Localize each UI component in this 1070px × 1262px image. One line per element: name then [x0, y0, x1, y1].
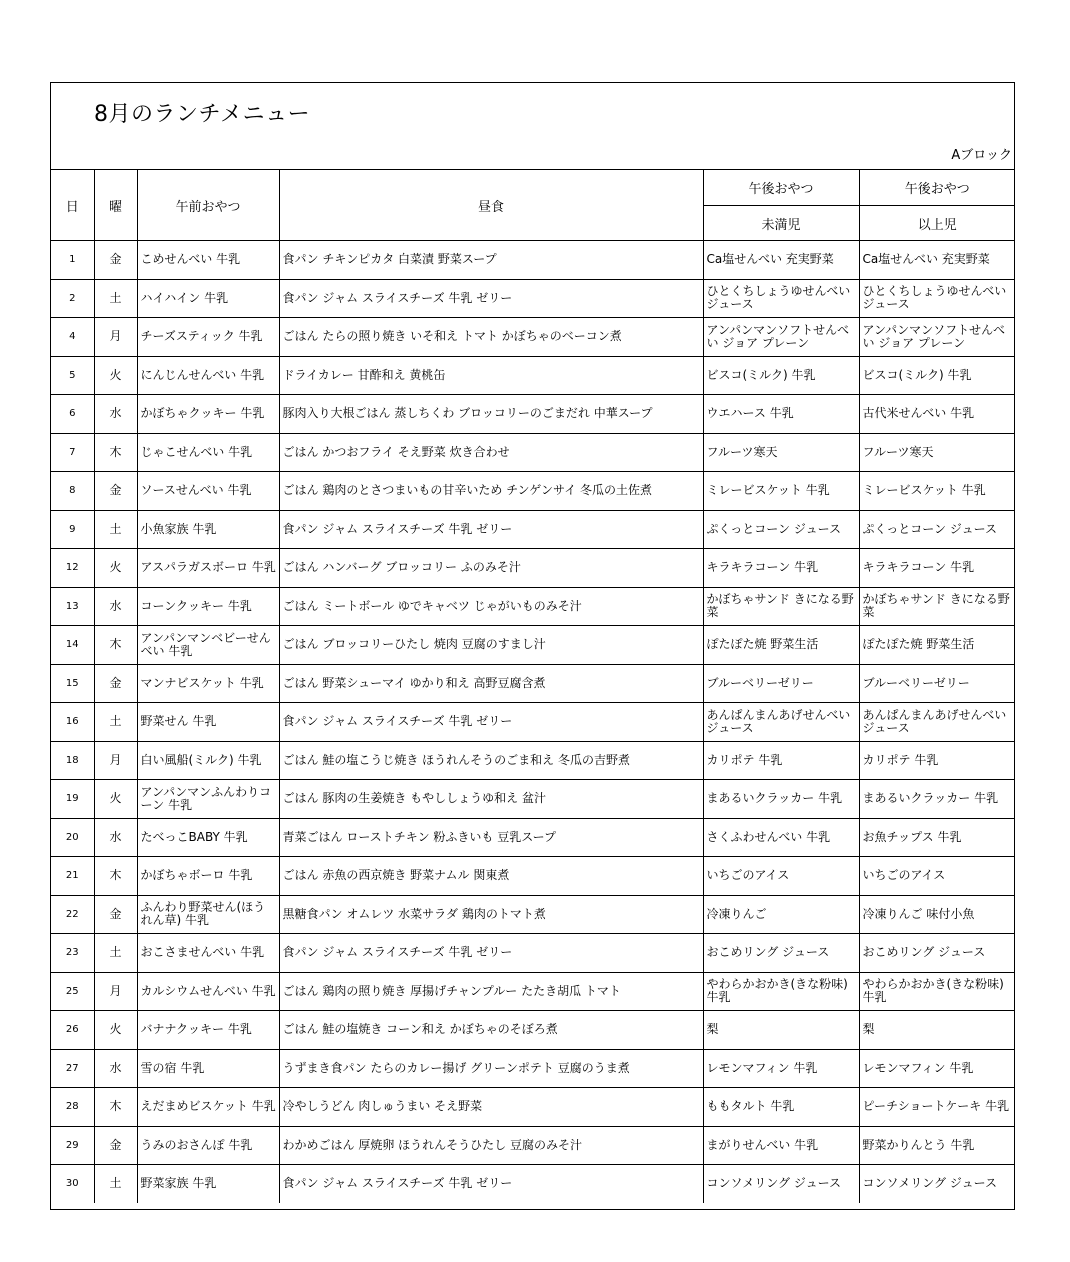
afternoon-under-cell: おこめリング ジュース	[703, 934, 859, 973]
table-row	[51, 241, 1015, 280]
afternoon-under-cell: コンソメリング ジュース	[703, 1165, 859, 1203]
table-row	[51, 549, 1015, 588]
lunch-cell: 食パン チキンピカタ 白菜漬 野菜スープ	[279, 241, 703, 280]
morning-snack-cell: アンパンマンふんわりコーン 牛乳	[137, 780, 279, 819]
weekday-cell: 金	[94, 664, 137, 703]
afternoon-under-cell: さくふわせんべい 牛乳	[703, 818, 859, 857]
day-cell: 14	[51, 626, 94, 665]
morning-snack-cell: カルシウムせんべい 牛乳	[137, 972, 279, 1011]
weekday-cell: 水	[94, 818, 137, 857]
morning-snack-cell: バナナクッキー 牛乳	[137, 1011, 279, 1050]
weekday-cell: 水	[94, 1049, 137, 1088]
afternoon-under-cell: まがりせんべい 牛乳	[703, 1126, 859, 1165]
afternoon-over-cell: キラキラコーン 牛乳	[859, 549, 1015, 588]
weekday-cell: 金	[94, 895, 137, 934]
afternoon-over-cell: あんぱんまんあげせんべい ジュース	[859, 703, 1015, 742]
weekday-cell: 火	[94, 356, 137, 395]
lunch-cell: ごはん ブロッコリーひたし 焼肉 豆腐のすまし汁	[279, 626, 703, 665]
day-cell: 20	[51, 818, 94, 857]
header-morning-snack: 午前おやつ	[137, 170, 279, 241]
weekday-cell: 金	[94, 472, 137, 511]
day-cell: 23	[51, 934, 94, 973]
afternoon-under-cell: ビスコ(ミルク) 牛乳	[703, 356, 859, 395]
afternoon-under-cell: ひとくちしょうゆせんべいジュース	[703, 279, 859, 318]
lunch-cell: うずまき食パン たらのカレー揚げ グリーンポテト 豆腐のうま煮	[279, 1049, 703, 1088]
lunch-cell: わかめごはん 厚焼卵 ほうれんそうひたし 豆腐のみそ汁	[279, 1126, 703, 1165]
afternoon-over-cell: 野菜かりんとう 牛乳	[859, 1126, 1015, 1165]
menu-table	[51, 170, 1015, 1203]
weekday-cell: 火	[94, 549, 137, 588]
weekday-cell: 木	[94, 1088, 137, 1127]
morning-snack-cell: ふんわり野菜せん(ほうれん草) 牛乳	[137, 895, 279, 934]
weekday-cell: 水	[94, 587, 137, 626]
morning-snack-cell: ソースせんべい 牛乳	[137, 472, 279, 511]
block-label: Aブロック	[951, 148, 1012, 163]
lunch-cell: ドライカレー 甘酢和え 黄桃缶	[279, 356, 703, 395]
table-row	[51, 356, 1015, 395]
day-cell: 18	[51, 741, 94, 780]
morning-snack-cell: おこさませんべい 牛乳	[137, 934, 279, 973]
afternoon-over-cell: レモンマフィン 牛乳	[859, 1049, 1015, 1088]
lunch-cell: ごはん 赤魚の西京焼き 野菜ナムル 関東煮	[279, 857, 703, 896]
afternoon-over-cell: Ca塩せんべい 充実野菜	[859, 241, 1015, 280]
weekday-cell: 金	[94, 1126, 137, 1165]
weekday-cell: 土	[94, 934, 137, 973]
table-row	[51, 972, 1015, 1011]
lunch-cell: ごはん 鶏肉のとさつまいもの甘辛いため チンゲンサイ 冬瓜の土佐煮	[279, 472, 703, 511]
afternoon-under-cell: ウエハース 牛乳	[703, 395, 859, 434]
afternoon-over-cell: ビスコ(ミルク) 牛乳	[859, 356, 1015, 395]
morning-snack-cell: ハイハイン 牛乳	[137, 279, 279, 318]
table-row	[51, 664, 1015, 703]
weekday-cell: 土	[94, 279, 137, 318]
morning-snack-cell: かぼちゃボーロ 牛乳	[137, 857, 279, 896]
afternoon-under-cell: あんぱんまんあげせんべい ジュース	[703, 703, 859, 742]
weekday-cell: 木	[94, 626, 137, 665]
day-cell: 5	[51, 356, 94, 395]
lunch-cell: 食パン ジャム スライスチーズ 牛乳 ゼリー	[279, 510, 703, 549]
table-row	[51, 741, 1015, 780]
afternoon-over-cell: まあるいクラッカー 牛乳	[859, 780, 1015, 819]
morning-snack-cell: 白い風船(ミルク) 牛乳	[137, 741, 279, 780]
lunch-cell: ごはん 鶏肉の照り焼き 厚揚げチャンプルー たたき胡瓜 トマト	[279, 972, 703, 1011]
weekday-cell: 火	[94, 780, 137, 819]
weekday-cell: 土	[94, 1165, 137, 1203]
morning-snack-cell: アンパンマンベビーせんべい 牛乳	[137, 626, 279, 665]
afternoon-under-cell: カリポテ 牛乳	[703, 741, 859, 780]
morning-snack-cell: にんじんせんべい 牛乳	[137, 356, 279, 395]
table-row	[51, 934, 1015, 973]
afternoon-under-cell: やわらかおかき(きな粉味)牛乳	[703, 972, 859, 1011]
header-under-age: 未満児	[703, 206, 859, 241]
day-cell: 30	[51, 1165, 94, 1203]
day-cell: 19	[51, 780, 94, 819]
afternoon-over-cell: 冷凍りんご 味付小魚	[859, 895, 1015, 934]
afternoon-under-cell: Ca塩せんべい 充実野菜	[703, 241, 859, 280]
afternoon-over-cell: ミレービスケット 牛乳	[859, 472, 1015, 511]
day-cell: 16	[51, 703, 94, 742]
afternoon-under-cell: ぽたぽた焼 野菜生活	[703, 626, 859, 665]
table-row	[51, 433, 1015, 472]
afternoon-over-cell: カリポテ 牛乳	[859, 741, 1015, 780]
header-day: 日	[51, 170, 94, 241]
day-cell: 25	[51, 972, 94, 1011]
morning-snack-cell: えだまめビスケット 牛乳	[137, 1088, 279, 1127]
morning-snack-cell: 野菜せん 牛乳	[137, 703, 279, 742]
lunch-cell: 黒糖食パン オムレツ 水菜サラダ 鶏肉のトマト煮	[279, 895, 703, 934]
table-row	[51, 279, 1015, 318]
day-cell: 4	[51, 318, 94, 357]
morning-snack-cell: うみのおさんぽ 牛乳	[137, 1126, 279, 1165]
day-cell: 6	[51, 395, 94, 434]
afternoon-over-cell: お魚チップス 牛乳	[859, 818, 1015, 857]
lunch-cell: ごはん 豚肉の生姜焼き もやししょうゆ和え 盆汁	[279, 780, 703, 819]
lunch-cell: 食パン ジャム スライスチーズ 牛乳 ゼリー	[279, 703, 703, 742]
day-cell: 7	[51, 433, 94, 472]
day-cell: 28	[51, 1088, 94, 1127]
page-title: 8月のランチメニュー	[94, 102, 311, 127]
morning-snack-cell: こめせんべい 牛乳	[137, 241, 279, 280]
afternoon-over-cell: 古代米せんべい 牛乳	[859, 395, 1015, 434]
weekday-cell: 木	[94, 857, 137, 896]
header-afternoon-snack-under: 午後おやつ	[703, 170, 859, 206]
lunch-cell: ごはん ハンバーグ ブロッコリー ふのみそ汁	[279, 549, 703, 588]
lunch-cell: 豚肉入り大根ごはん 蒸しちくわ ブロッコリーのごまだれ 中華スープ	[279, 395, 703, 434]
afternoon-under-cell: 梨	[703, 1011, 859, 1050]
afternoon-under-cell: ブルーベリーゼリー	[703, 664, 859, 703]
day-cell: 9	[51, 510, 94, 549]
weekday-cell: 水	[94, 395, 137, 434]
table-row	[51, 857, 1015, 896]
lunch-cell: 食パン ジャム スライスチーズ 牛乳 ゼリー	[279, 279, 703, 318]
day-cell: 22	[51, 895, 94, 934]
table-row	[51, 1011, 1015, 1050]
morning-snack-cell: 小魚家族 牛乳	[137, 510, 279, 549]
afternoon-over-cell: ぽたぽた焼 野菜生活	[859, 626, 1015, 665]
afternoon-over-cell: いちごのアイス	[859, 857, 1015, 896]
lunch-cell: 冷やしうどん 肉しゅうまい そえ野菜	[279, 1088, 703, 1127]
afternoon-over-cell: かぼちゃサンド きになる野菜	[859, 587, 1015, 626]
lunch-cell: 食パン ジャム スライスチーズ 牛乳 ゼリー	[279, 1165, 703, 1203]
header-afternoon-snack-over: 午後おやつ	[859, 170, 1015, 206]
table-row	[51, 895, 1015, 934]
afternoon-over-cell: ぷくっとコーン ジュース	[859, 510, 1015, 549]
menu-sheet	[50, 82, 1015, 1210]
afternoon-over-cell: アンパンマンソフトせんべい ジョア プレーン	[859, 318, 1015, 357]
afternoon-over-cell: フルーツ寒天	[859, 433, 1015, 472]
afternoon-over-cell: ピーチショートケーキ 牛乳	[859, 1088, 1015, 1127]
table-row	[51, 626, 1015, 665]
morning-snack-cell: マンナビスケット 牛乳	[137, 664, 279, 703]
lunch-cell: ごはん 鮭の塩こうじ焼き ほうれんそうのごま和え 冬瓜の吉野煮	[279, 741, 703, 780]
table-row	[51, 1126, 1015, 1165]
weekday-cell: 木	[94, 433, 137, 472]
morning-snack-cell: チーズスティック 牛乳	[137, 318, 279, 357]
afternoon-under-cell: ももタルト 牛乳	[703, 1088, 859, 1127]
lunch-cell: 青菜ごはん ローストチキン 粉ふきいも 豆乳スープ	[279, 818, 703, 857]
lunch-cell: ごはん 鮭の塩焼き コーン和え かぼちゃのそぼろ煮	[279, 1011, 703, 1050]
day-cell: 29	[51, 1126, 94, 1165]
header-lunch: 昼食	[279, 170, 703, 241]
header-weekday: 曜	[94, 170, 137, 241]
day-cell: 15	[51, 664, 94, 703]
weekday-cell: 金	[94, 241, 137, 280]
table-row	[51, 472, 1015, 511]
weekday-cell: 火	[94, 1011, 137, 1050]
menu-table-body	[51, 241, 1015, 1203]
table-row	[51, 1088, 1015, 1127]
morning-snack-cell: アスパラガスボーロ 牛乳	[137, 549, 279, 588]
day-cell: 8	[51, 472, 94, 511]
afternoon-over-cell: 梨	[859, 1011, 1015, 1050]
day-cell: 21	[51, 857, 94, 896]
day-cell: 27	[51, 1049, 94, 1088]
table-row	[51, 780, 1015, 819]
lunch-cell: ごはん 野菜シューマイ ゆかり和え 高野豆腐含煮	[279, 664, 703, 703]
morning-snack-cell: たべっこBABY 牛乳	[137, 818, 279, 857]
header-over-age: 以上児	[859, 206, 1015, 241]
table-row	[51, 703, 1015, 742]
weekday-cell: 土	[94, 703, 137, 742]
table-row	[51, 1049, 1015, 1088]
lunch-cell: ごはん たらの照り焼き いそ和え トマト かぼちゃのベーコン煮	[279, 318, 703, 357]
morning-snack-cell: コーンクッキー 牛乳	[137, 587, 279, 626]
table-row	[51, 1165, 1015, 1203]
afternoon-over-cell: ひとくちしょうゆせんべいジュース	[859, 279, 1015, 318]
afternoon-under-cell: ぷくっとコーン ジュース	[703, 510, 859, 549]
lunch-cell: ごはん ミートボール ゆでキャベツ じゃがいものみそ汁	[279, 587, 703, 626]
afternoon-under-cell: 冷凍りんご	[703, 895, 859, 934]
table-row	[51, 818, 1015, 857]
afternoon-under-cell: フルーツ寒天	[703, 433, 859, 472]
table-row	[51, 395, 1015, 434]
day-cell: 1	[51, 241, 94, 280]
table-row	[51, 510, 1015, 549]
weekday-cell: 土	[94, 510, 137, 549]
weekday-cell: 月	[94, 318, 137, 357]
morning-snack-cell: 雪の宿 牛乳	[137, 1049, 279, 1088]
afternoon-over-cell: コンソメリング ジュース	[859, 1165, 1015, 1203]
afternoon-over-cell: ブルーベリーゼリー	[859, 664, 1015, 703]
lunch-cell: ごはん かつおフライ そえ野菜 炊き合わせ	[279, 433, 703, 472]
sheet-header	[51, 83, 1014, 170]
weekday-cell: 月	[94, 741, 137, 780]
afternoon-under-cell: レモンマフィン 牛乳	[703, 1049, 859, 1088]
afternoon-under-cell: いちごのアイス	[703, 857, 859, 896]
morning-snack-cell: 野菜家族 牛乳	[137, 1165, 279, 1203]
afternoon-under-cell: かぼちゃサンド きになる野菜	[703, 587, 859, 626]
afternoon-under-cell: まあるいクラッカー 牛乳	[703, 780, 859, 819]
afternoon-under-cell: アンパンマンソフトせんべい ジョア プレーン	[703, 318, 859, 357]
afternoon-over-cell: やわらかおかき(きな粉味)牛乳	[859, 972, 1015, 1011]
table-row	[51, 318, 1015, 357]
morning-snack-cell: じゃこせんべい 牛乳	[137, 433, 279, 472]
afternoon-under-cell: ミレービスケット 牛乳	[703, 472, 859, 511]
day-cell: 12	[51, 549, 94, 588]
day-cell: 26	[51, 1011, 94, 1050]
table-row	[51, 587, 1015, 626]
weekday-cell: 月	[94, 972, 137, 1011]
day-cell: 13	[51, 587, 94, 626]
day-cell: 2	[51, 279, 94, 318]
lunch-cell: 食パン ジャム スライスチーズ 牛乳 ゼリー	[279, 934, 703, 973]
afternoon-over-cell: おこめリング ジュース	[859, 934, 1015, 973]
afternoon-under-cell: キラキラコーン 牛乳	[703, 549, 859, 588]
morning-snack-cell: かぼちゃクッキー 牛乳	[137, 395, 279, 434]
